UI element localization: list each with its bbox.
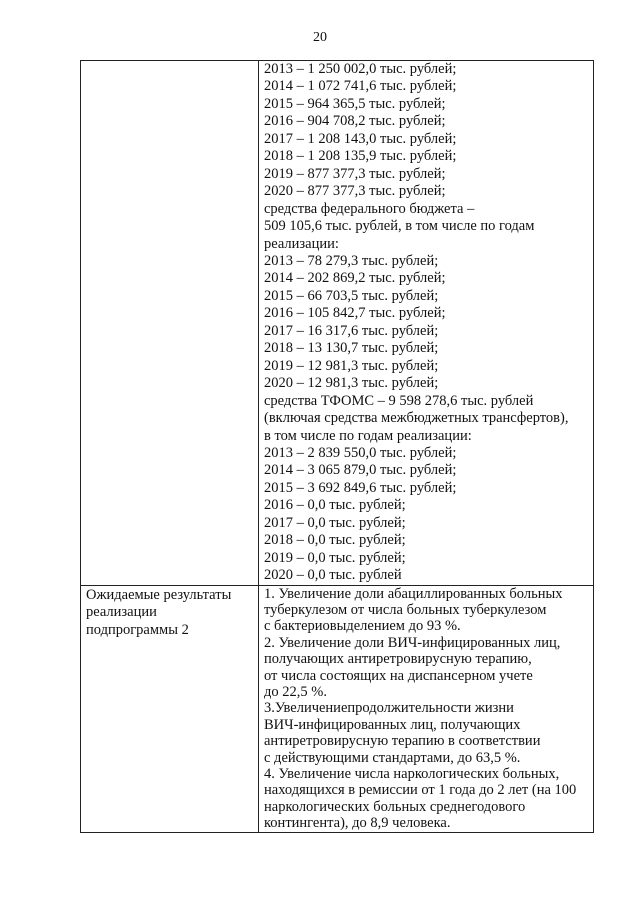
results-label: Ожидаемые результаты реализации подпрограммы 2 bbox=[86, 586, 232, 638]
funding-line: 2016 – 0,0 тыс. рублей; bbox=[264, 497, 406, 514]
funding-line: 2019 – 0,0 тыс. рублей; bbox=[264, 549, 406, 566]
funding-line: 2020 – 0,0 тыс. рублей bbox=[264, 567, 402, 584]
funding-line: 2014 – 202 869,2 тыс. рублей; bbox=[264, 270, 446, 287]
funding-line: 2013 – 2 839 550,0 тыс. рублей; bbox=[264, 444, 457, 461]
funding-line: 2018 – 13 130,7 тыс. рублей; bbox=[264, 340, 439, 357]
funding-row bbox=[81, 61, 594, 586]
results-label-cell bbox=[81, 585, 259, 832]
funding-line: 2014 – 3 065 879,0 тыс. рублей; bbox=[264, 462, 457, 479]
funding-line: 2015 – 3 692 849,6 тыс. рублей; bbox=[264, 479, 457, 496]
funding-line: 2018 – 0,0 тыс. рублей; bbox=[264, 532, 406, 549]
result-line: 2. Увеличение доли ВИЧ-инфицированных лиц, bbox=[264, 634, 561, 651]
funding-line: 509 105,6 тыс. рублей, в том числе по годам bbox=[264, 218, 535, 235]
result-line: туберкулезом от числа больных туберкулезом bbox=[264, 602, 547, 618]
result-line: антиретровирусную терапию в соответствии bbox=[264, 733, 541, 750]
funding-line: 2017 – 0,0 тыс. рублей; bbox=[264, 514, 406, 531]
funding-label bbox=[86, 61, 254, 62]
result-line: ВИЧ-инфицированных лиц, получающих bbox=[264, 716, 521, 733]
result-line: контингента), до 8,9 человека. bbox=[264, 815, 451, 832]
result-line: 4. Увеличение числа наркологических больных, bbox=[264, 766, 560, 783]
funding-line: 2013 – 78 279,3 тыс. рублей; bbox=[264, 252, 439, 269]
result-line: 1. Увеличение доли абациллированных больных bbox=[264, 585, 563, 602]
result-line: с действующими стандартами, до 63,5 %. bbox=[264, 749, 521, 766]
funding-line: 2018 – 1 208 135,9 тыс. рублей; bbox=[264, 148, 457, 165]
funding-line: 2015 – 66 703,5 тыс. рублей; bbox=[264, 287, 439, 304]
funding-line: реализации: bbox=[264, 235, 339, 252]
results-lines bbox=[264, 586, 589, 832]
result-line: с бактериовыделением до 93 %. bbox=[264, 618, 461, 635]
funding-line: 2014 – 1 072 741,6 тыс. рублей; bbox=[264, 78, 457, 95]
funding-label-cell bbox=[81, 61, 259, 586]
funding-line: 2019 – 877 377,3 тыс. рублей; bbox=[264, 165, 446, 182]
funding-lines bbox=[264, 61, 589, 585]
funding-line: 2017 – 1 208 143,0 тыс. рублей; bbox=[264, 130, 457, 147]
result-line: находящихся в ремиссии от 1 года до 2 лет (на 100 bbox=[264, 782, 577, 799]
funding-line: (включая средства межбюджетных трансфертов), bbox=[264, 410, 569, 427]
funding-line: 2017 – 16 317,6 тыс. рублей; bbox=[264, 322, 439, 339]
results-row bbox=[81, 585, 594, 832]
subprogram-passport-table bbox=[80, 60, 594, 833]
result-line: получающих антиретровирусную терапию, bbox=[264, 651, 532, 668]
funding-line: 2016 – 904 708,2 тыс. рублей; bbox=[264, 113, 446, 130]
funding-line: 2019 – 12 981,3 тыс. рублей; bbox=[264, 357, 439, 374]
funding-line: 2020 – 12 981,3 тыс. рублей; bbox=[264, 375, 439, 392]
funding-line: средства ТФОМС – 9 598 278,6 тыс. рублей bbox=[264, 392, 534, 409]
funding-content-cell bbox=[259, 61, 594, 586]
result-line: 3.Увеличениепродолжительности жизни bbox=[264, 700, 514, 717]
result-line: наркологических больных среднегодового bbox=[264, 798, 526, 815]
result-line: от числа состоящих на диспансерном учете bbox=[264, 667, 533, 684]
page-number: 20 bbox=[313, 30, 327, 45]
results-content-cell bbox=[259, 585, 594, 832]
funding-line: 2015 – 964 365,5 тыс. рублей; bbox=[264, 95, 446, 112]
funding-line: 2016 – 105 842,7 тыс. рублей; bbox=[264, 305, 446, 322]
result-line: до 22,5 %. bbox=[264, 684, 327, 701]
funding-line: средства федерального бюджета – bbox=[264, 200, 475, 217]
funding-line: в том числе по годам реализации: bbox=[264, 427, 472, 444]
funding-line: 2013 – 1 250 002,0 тыс. рублей; bbox=[264, 61, 457, 77]
funding-line: 2020 – 877 377,3 тыс. рублей; bbox=[264, 183, 446, 200]
